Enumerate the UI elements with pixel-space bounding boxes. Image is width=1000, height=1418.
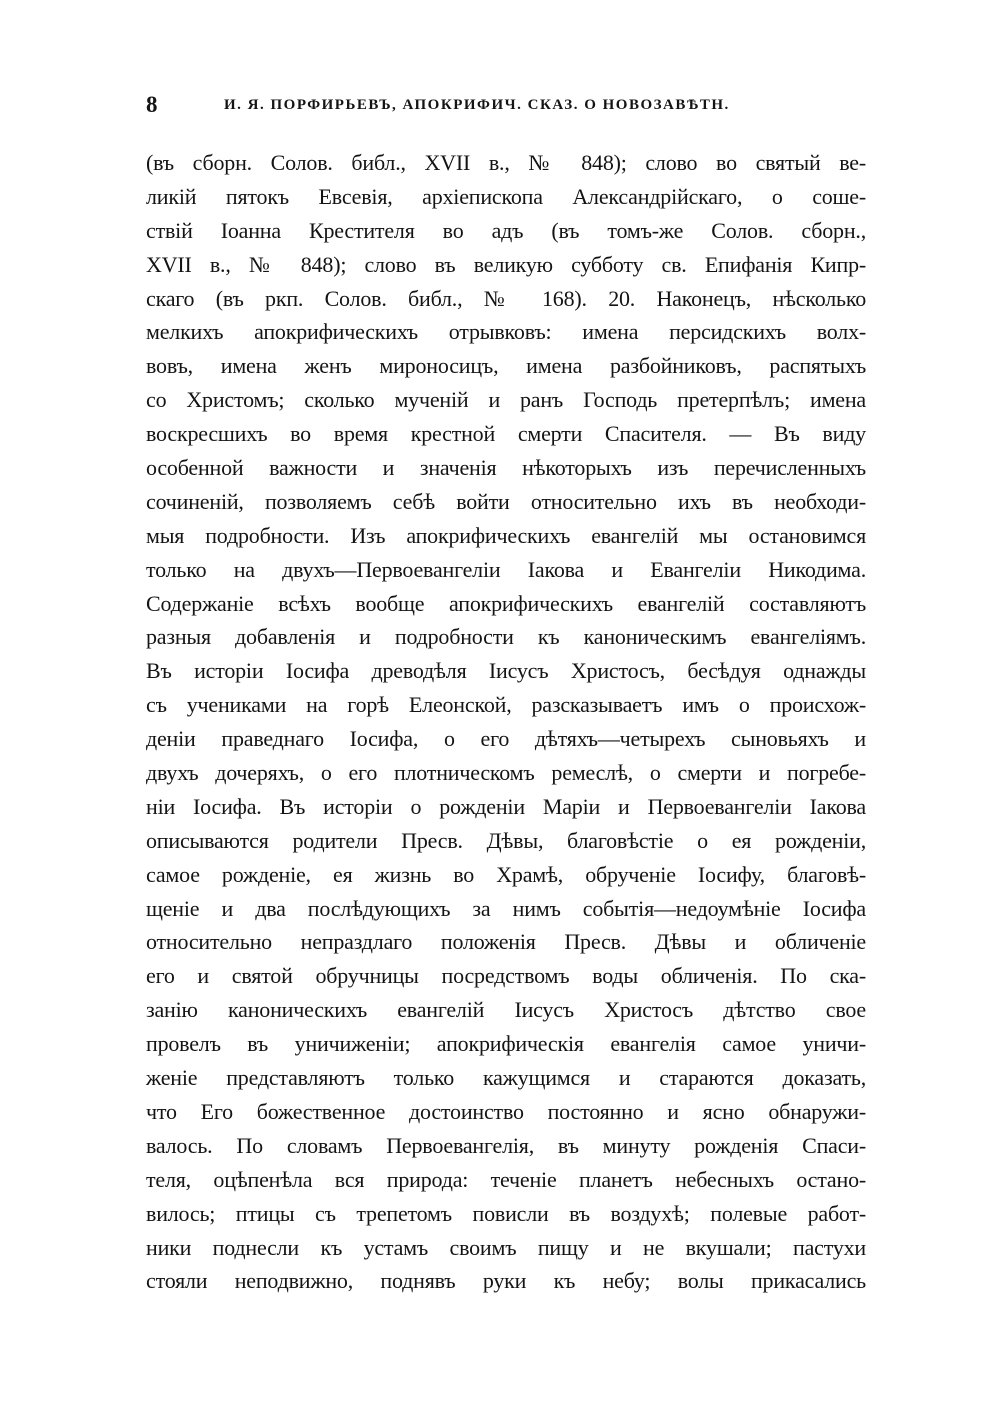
running-head: И. Я. ПОРФИРЬЕВЪ, АПОКРИФИЧ. СКАЗ. О НОВОЗАВѢТН.: [224, 97, 730, 113]
text-line: мыя подробности. Изъ апокрифическихъ евангелій мы остановимся: [146, 522, 866, 548]
text-line: самое рожденіе, ея жизнь во Храмѣ, обрученіе Іосифу, благовѣ-: [146, 861, 866, 887]
text-line: щеніе и два послѣдующихъ за нимъ событія—недоумѣніе Іосифа: [146, 895, 866, 921]
text-line: воскресшихъ во время крестной смерти Спасителя. — Въ виду: [146, 421, 866, 447]
text-line: только на двухъ—Первоевангеліи Іакова и Евангеліи Никодима.: [146, 556, 866, 582]
text-line: деніи праведнаго Іосифа, о его дѣтяхъ—четырехъ сыновьяхъ и: [146, 726, 866, 752]
text-line: провелъ въ уничиженіи; апокрифическія евангелія самое уничи-: [146, 1031, 866, 1057]
text-line: описываются родители Пресв. Дѣвы, благовѣстіе о ея рожденіи,: [146, 827, 866, 853]
text-line: валось. По словамъ Первоевангелія, въ минуту рожденія Спаси-: [146, 1132, 866, 1158]
text-line: двухъ дочеряхъ, о его плотническомъ ремеслѣ, о смерти и погребе-: [146, 760, 866, 786]
page-header: [146, 90, 866, 120]
text-line: женіе представляютъ только кажущимся и стараются доказать,: [146, 1065, 866, 1091]
text-line: ствій Іоанна Крестителя во адъ (въ томъ-же Солов. сборн.,: [146, 217, 866, 243]
text-line: особенной важности и значенія нѣкоторыхъ изъ перечисленныхъ: [146, 455, 866, 481]
text-line: занію каноническихъ евангелій Іисусъ Христосъ дѣтство свое: [146, 997, 866, 1023]
text-line: ники поднесли къ устамъ своимъ пищу и не вкушали; пастухи: [146, 1234, 866, 1260]
page-number: 8: [146, 92, 158, 117]
text-line: стояли неподвижно, поднявъ руки къ небу; волы прикасались: [146, 1268, 866, 1294]
text-line: вовъ, имена женъ мироносицъ, имена разбойниковъ, распятыхъ: [146, 353, 866, 379]
text-line: мелкихъ апокрифическихъ отрывковъ: имена персидскихъ волх-: [146, 319, 866, 345]
text-line: его и святой обручницы посредствомъ воды обличенія. По ска-: [146, 963, 866, 989]
text-line: съ учениками на горѣ Елеонской, разсказываетъ имъ о происхож-: [146, 692, 866, 718]
text-line: XVII в., № 848); слово въ великую субботу св. Епифанія Кипр-: [146, 251, 866, 277]
text-line: скаго (въ ркп. Солов. библ., № 168). 20. Наконецъ, нѣсколько: [146, 285, 866, 311]
text-line: разныя добавленія и подробности къ каноническимъ евангеліямъ.: [146, 624, 866, 650]
body-text: [146, 146, 866, 1298]
text-line: Содержаніе всѣхъ вообще апокрифическихъ евангелій составляютъ: [146, 590, 866, 616]
text-line: вилось; птицы съ трепетомъ повисли въ воздухѣ; полевые работ-: [146, 1200, 866, 1226]
text-line: относительно непраздлаго положенія Пресв. Дѣвы и обличеніе: [146, 929, 866, 955]
text-line: ніи Іосифа. Въ исторіи о рожденіи Маріи и Первоевангеліи Іакова: [146, 793, 866, 819]
text-line: сочиненій, позволяемъ себѣ войти относительно ихъ въ необходи-: [146, 488, 866, 514]
text-line: Въ исторіи Іосифа древодѣля Іисусъ Христосъ, бесѣдуя однажды: [146, 658, 866, 684]
text-line: теля, оцѣпенѣла вся природа: теченіе планетъ небесныхъ остано-: [146, 1166, 866, 1192]
text-line: что Его божественное достоинство постоянно и ясно обнаружи-: [146, 1098, 866, 1124]
text-line: (въ сборн. Солов. библ., XVII в., № 848); слово во святый ве-: [146, 150, 866, 175]
text-line: ликій пятокъ Евсевія, архіепископа Александрійскаго, о соше-: [146, 183, 866, 209]
text-line: со Христомъ; сколько мученій и ранъ Господь претерпѣлъ; имена: [146, 387, 866, 413]
